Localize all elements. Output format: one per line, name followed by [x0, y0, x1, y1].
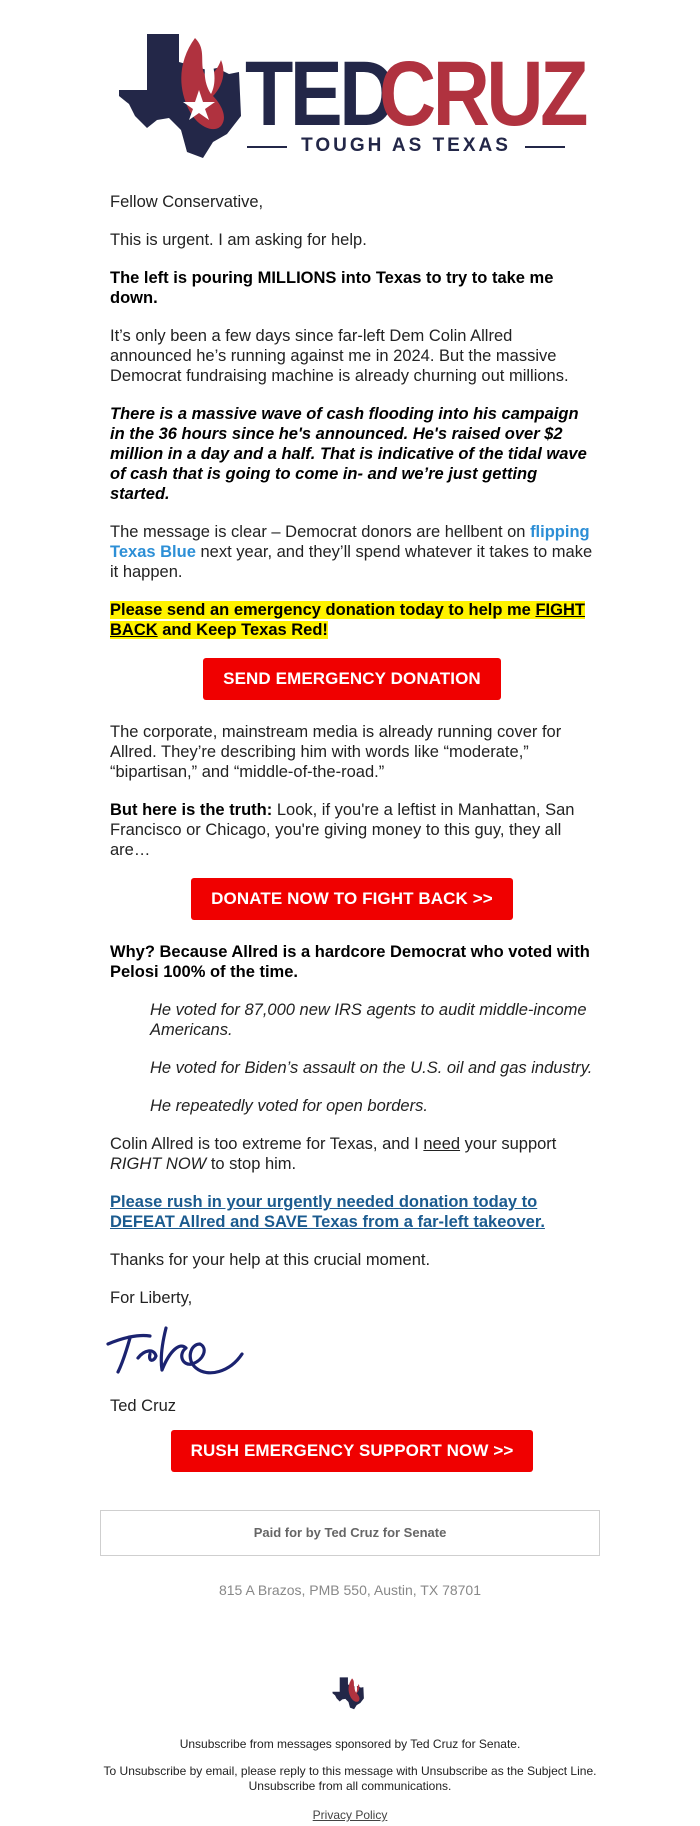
tagline-rule-left — [247, 146, 287, 148]
ted-cruz-logo[interactable] — [117, 30, 585, 160]
logo-cruz-text: CRUZ — [379, 43, 585, 145]
unsubscribe-all-link[interactable]: Unsubscribe from all communications. — [248, 1779, 452, 1793]
logo-tagline — [247, 134, 565, 158]
rush-emergency-support-button[interactable]: RUSH EMERGENCY SUPPORT NOW >> — [171, 1430, 534, 1472]
unsubscribe-sponsored-link[interactable]: Unsubscribe from messages sponsored by Ted Cruz for Senate. — [179, 1737, 521, 1751]
mailing-address: 815 A Brazos, PMB 550, Austin, TX 78701 — [218, 1582, 482, 1598]
paragraph-rush — [110, 1192, 594, 1232]
paragraph-cash-wave: There is a massive wave of cash flooding into his campaign in the 36 hours since he's announced. He's raised over $2 million in a day and a half. That is indicative of the tidal wave of cash that is going to come in- and we’re just getting started. — [110, 405, 587, 503]
extreme-text-b: your support — [460, 1135, 557, 1153]
logo-ted-text: TED — [245, 43, 393, 145]
truth-bold: But here is the truth: — [110, 801, 273, 819]
tagline-text: TOUGH AS TEXAS — [301, 135, 511, 156]
paid-for-box: Paid for by Ted Cruz for Senate — [100, 1510, 600, 1556]
donate-now-button[interactable]: DONATE NOW TO FIGHT BACK >> — [191, 878, 513, 920]
paragraph-please-send — [110, 600, 594, 640]
rush-donation-link[interactable]: Please rush in your urgently needed donation today to DEFEAT Allred and SAVE Texas from a far-left takeover. — [110, 1193, 545, 1231]
texas-flame-icon — [117, 30, 257, 160]
vote-item: He repeatedly voted for open borders. — [150, 1097, 428, 1115]
texas-flame-icon-small — [332, 1675, 368, 1711]
extreme-text-c: to stop him. — [206, 1155, 297, 1173]
paragraph-urgent: This is urgent. I am asking for help. — [110, 231, 367, 249]
greeting: Fellow Conservative, — [110, 193, 264, 211]
signature-name: Ted Cruz — [110, 1397, 177, 1415]
paragraph-media: The corporate, mainstream media is already running cover for Allred. They’re describing him with words like “moderate,” “bipartisan,” and “middle-of-the-road.” — [110, 723, 562, 781]
paragraph-why: Why? Because Allred is a hardcore Democrat who voted with Pelosi 100% of the time. — [110, 943, 590, 981]
unsubscribe-email-text: To Unsubscribe by email, please reply to this message with Unsubscribe as the Subject Line. — [103, 1764, 597, 1778]
paragraph-few-days: It’s only been a few days since far-left Dem Colin Allred announced he’s running against me in 2024. But the massive Democrat fundraising machine is already churning out millions. — [110, 327, 569, 385]
fight-back-text: FIGHT BACK — [110, 601, 585, 639]
extreme-text-a: Colin Allred is too extreme for Texas, and I — [110, 1135, 424, 1153]
tagline-rule-right — [525, 146, 565, 148]
paragraph-message-clear — [110, 522, 594, 582]
extreme-need: need — [423, 1135, 461, 1153]
please-text-a: Please send an emergency donation today to help me — [110, 601, 536, 619]
unsubscribe-email-info — [0, 1764, 700, 1794]
privacy-policy-link[interactable]: Privacy Policy — [312, 1808, 388, 1822]
message-text-a: The message is clear – Democrat donors are hellbent on — [110, 523, 531, 541]
paragraph-too-extreme — [110, 1134, 594, 1174]
button-row-3 — [110, 1430, 594, 1472]
paragraph-for-liberty: For Liberty, — [110, 1289, 193, 1307]
send-emergency-donation-button[interactable]: SEND EMERGENCY DONATION — [203, 658, 501, 700]
flipping-texas-blue-link[interactable]: flipping Texas Blue — [110, 523, 590, 561]
button-row-2 — [110, 878, 594, 920]
extreme-right-now: RIGHT NOW — [110, 1155, 207, 1173]
truth-rest: Look, if you're a leftist in Manhattan, San Francisco or Chicago, you're giving money to this guy, they all are… — [110, 801, 575, 859]
signature-image — [104, 1314, 244, 1384]
button-row-1 — [110, 658, 594, 700]
paragraph-left-pouring: The left is pouring MILLIONS into Texas to try to take me down. — [110, 269, 554, 307]
vote-item: He voted for 87,000 new IRS agents to audit middle-income Americans. — [150, 1001, 587, 1039]
please-text-b: and Keep Texas Red! — [157, 621, 328, 639]
message-text-b: next year, and they’ll spend whatever it takes to make it happen. — [110, 543, 593, 581]
paragraph-thanks: Thanks for your help at this crucial moment. — [110, 1251, 431, 1269]
paragraph-truth — [110, 800, 594, 860]
vote-item: He voted for Biden’s assault on the U.S. oil and gas industry. — [150, 1059, 593, 1077]
email-body — [110, 192, 594, 1494]
